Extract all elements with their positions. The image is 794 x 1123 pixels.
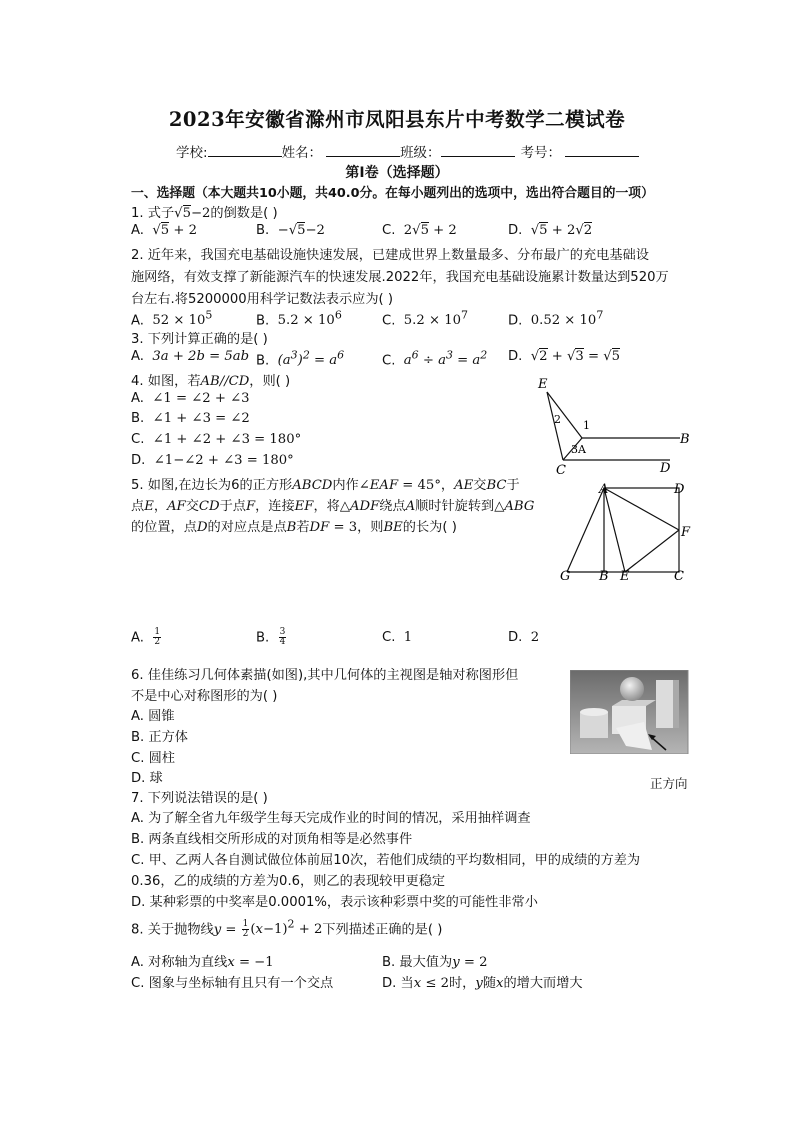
- class-label: 班级：: [400, 145, 441, 161]
- q4-figure: [530, 372, 700, 480]
- q5-label-g: G: [560, 569, 571, 584]
- q5-label-a: A: [599, 482, 609, 497]
- q3-options: [131, 349, 731, 367]
- q4-label-c: C: [556, 463, 566, 478]
- q3-option-a[interactable]: A. 3a + 2b = 5ab: [131, 349, 250, 364]
- q8-stem: 8. 关于抛物线y = $\frac{1}{2}$ $(x-1)^2 + 2$下列描述正确的是( ): [131, 918, 443, 939]
- q5-line2: 点E，AF交CD于点F，连接EF，将△ADF绕点A顺时针旋转到△ABG: [131, 499, 535, 514]
- q6-option-c[interactable]: C. 圆柱: [131, 751, 175, 766]
- q8-option-b[interactable]: B. 最大值为y = 2: [382, 955, 488, 970]
- q5-line1: 5. 如图,在边长为6的正方形ABCD内作∠EAF = 45°，AE交BC于: [131, 478, 520, 493]
- q6-option-a[interactable]: A. 圆锥: [131, 709, 175, 724]
- q5-figure: [555, 478, 695, 586]
- q2-line1: 2. 近年来，我国充电基础设施快速发展，已建成世界上数量最多、分布最广的充电基础设: [131, 248, 649, 263]
- name-label: 姓名：: [281, 145, 323, 161]
- q5-label-e: E: [620, 569, 630, 584]
- q5-label-f: F: [681, 525, 691, 540]
- q6-arrow: [660, 752, 700, 776]
- q4-option-b[interactable]: B. ∠1 + ∠3 = ∠2: [131, 411, 250, 426]
- q7-option-c-line1[interactable]: C. 甲、乙两人各自测试做位体前屈10次，若他们成绩的平均数相同，甲的成绩的方差为: [131, 853, 641, 868]
- q4-option-d[interactable]: D. ∠1−∠2 + ∠3 = 180°: [131, 453, 294, 468]
- q6-option-b[interactable]: B. 正方体: [131, 730, 188, 745]
- q7-stem: 7. 下列说法错误的是( ): [131, 791, 268, 806]
- school-label: 学校:: [176, 145, 208, 161]
- school-blank[interactable]: [208, 144, 282, 157]
- q8-option-a[interactable]: A. 对称轴为直线x = −1: [131, 955, 274, 970]
- q8-options-row1: [131, 951, 731, 969]
- q7-option-c-line2[interactable]: 0.36，乙的成绩的方差为0.6，则乙的表现较甲更稳定: [131, 874, 446, 889]
- q7-option-d[interactable]: D. 某种彩票的中奖率是0.0001%，表示该种彩票中奖的可能性非常小: [131, 895, 538, 910]
- cube-prism-shape: [656, 680, 673, 728]
- q2-option-b[interactable]: B. $5.2 \times 10^6$: [256, 309, 342, 329]
- q4-label-b: B: [680, 432, 690, 447]
- q8-options-row2: [131, 972, 731, 990]
- q8-option-d[interactable]: D. 当x ≤ 2时，y随x的增大而增大: [382, 976, 583, 991]
- q6-option-d[interactable]: D. 球: [131, 771, 163, 786]
- q6-caption: 正方向: [650, 776, 688, 791]
- student-info-line: [176, 141, 639, 161]
- q1-stem-text: 1. 式子: [131, 206, 175, 221]
- q5-line3: 的位置，点D的对应点是点B若DF = 3，则BE的长为( ): [131, 520, 457, 535]
- page-title: 2023年安徽省滁州市凤阳县东片中考数学二模试卷: [168, 108, 626, 131]
- q1-options: [131, 223, 731, 241]
- section-heading: 一、选择题（本大题共10小题，共40.0分。在每小题列出的选项中，选出符合题目的一项）: [131, 186, 654, 201]
- q4-option-a[interactable]: A. ∠1 = ∠2 + ∠3: [131, 391, 250, 406]
- q5-label-b: B: [599, 569, 609, 584]
- q1-option-a[interactable]: A. √5 + 2: [131, 223, 197, 238]
- q4-label-e: E: [538, 377, 548, 392]
- exam-no-blank[interactable]: [565, 144, 639, 157]
- q5-options: [131, 628, 731, 648]
- q2-option-c[interactable]: C. $5.2 \times 10^7$: [382, 309, 468, 329]
- q3-stem: 3. 下列计算正确的是( ): [131, 332, 268, 347]
- q7-option-a[interactable]: A. 为了解全省九年级学生每天完成作业的时间的情况，采用抽样调查: [131, 811, 531, 826]
- q1-option-b[interactable]: B. −√5−2: [256, 223, 325, 238]
- class-blank[interactable]: [441, 144, 515, 157]
- q3-option-b[interactable]: B. $(a^3)^2 = a^6$: [256, 349, 345, 369]
- exam-no-label: 考号：: [520, 145, 562, 161]
- q6-line2: 不是中心对称图形的为( ): [131, 689, 278, 704]
- q2-line2: 施网络，有效支撑了新能源汽车的快速发展.2022年，我国充电基础设施累计数量达到520万: [131, 270, 669, 285]
- q4-stem: 4. 如图，若AB//CD，则( ): [131, 374, 291, 389]
- q5-label-d: D: [674, 482, 685, 497]
- q6-solids-image: [570, 670, 692, 754]
- q5-label-c: C: [674, 569, 684, 584]
- name-blank[interactable]: [326, 144, 400, 157]
- q5-option-b[interactable]: B. $\frac{3}{4}$: [256, 627, 286, 647]
- q3-option-c[interactable]: C. $a^6 \div a^3 = a^2$: [382, 349, 488, 369]
- volume-heading: 第I卷（选择题）: [345, 165, 449, 181]
- q4-option-c[interactable]: C. ∠1 + ∠2 + ∠3 = 180°: [131, 432, 302, 447]
- q6-line1: 6. 佳佳练习几何体素描(如图),其中几何体的主视图是轴对称图形但: [131, 668, 519, 683]
- q1-option-d[interactable]: D. √5 + 2√2: [508, 223, 593, 238]
- q4-label-d: D: [660, 461, 671, 476]
- q1-stem: 1. 式子√5−2的倒数是( ): [131, 206, 278, 221]
- q2-option-d[interactable]: D. $0.52 \times 10^7$: [508, 309, 604, 329]
- ball-shape: [620, 677, 644, 701]
- q5-option-c[interactable]: C. 1: [382, 630, 413, 645]
- q2-line3: 台左右.将5200000用科学记数法表示应为( ): [131, 292, 394, 307]
- q1-stem-tail: 的倒数是( ): [210, 206, 278, 221]
- q5-option-d[interactable]: D. 2: [508, 630, 540, 645]
- q4-label-angle2: 2: [554, 413, 561, 426]
- q4-label-angle3: 3A: [571, 443, 586, 456]
- q3-option-d[interactable]: D. √2 + √3 = √5: [508, 349, 621, 364]
- q1-option-c[interactable]: C. 2√5 + 2: [382, 223, 457, 238]
- q5-option-a[interactable]: A. $\frac{1}{2}$: [131, 627, 161, 647]
- q7-option-b[interactable]: B. 两条直线相交所形成的对顶角相等是必然事件: [131, 832, 413, 847]
- q2-option-a[interactable]: A. $52 \times 10^5$: [131, 309, 213, 329]
- q2-options: [131, 309, 731, 327]
- q8-option-c[interactable]: C. 图象与坐标轴有且只有一个交点: [131, 976, 334, 991]
- q4-label-angle1: 1: [583, 419, 590, 432]
